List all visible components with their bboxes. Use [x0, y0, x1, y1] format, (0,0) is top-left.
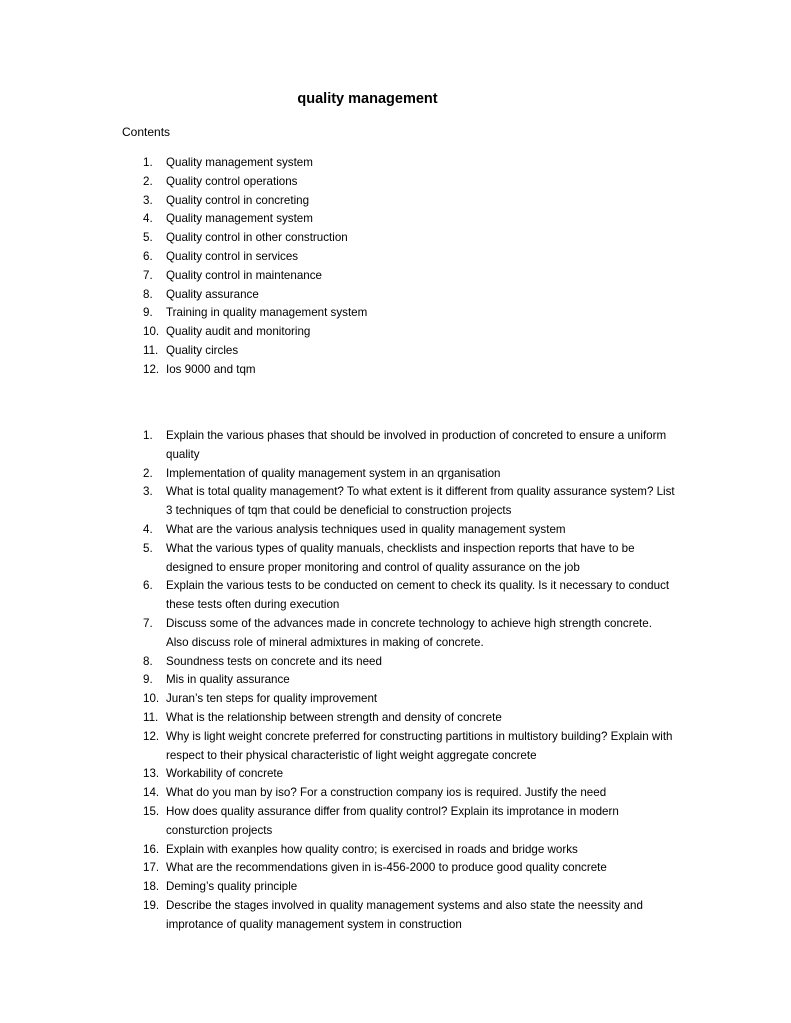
question-item-text: Mis in quality assurance [166, 673, 290, 687]
toc-item [0, 210, 676, 229]
question-item-text: What are the various analysis techniques used in quality management system [166, 522, 566, 536]
toc-item-number: 10. [143, 325, 160, 339]
question-item-text: What are the recommendations given in is-456-2000 to produce good quality concrete [166, 861, 607, 875]
question-item-number: 13. [143, 767, 160, 781]
toc-item-number: 12. [143, 362, 160, 376]
question-item-text: What is total quality management? To what extent is it different from quality assurance system? List 3 techniques of tqm that could be deneficial to construction projects [166, 485, 675, 518]
question-item-number: 12. [143, 729, 160, 743]
question-item-text: Explain with exanples how quality contro; is exercised in roads and bridge works [166, 842, 578, 856]
toc-item-number: 11. [143, 343, 159, 357]
question-item-text: Describe the stages involved in quality management systems and also state the neessity and improtance of quality management system in construction [166, 898, 643, 931]
question-item [0, 483, 676, 521]
question-item [0, 690, 676, 709]
question-item [0, 540, 676, 578]
question-item-text: Discuss some of the advances made in concrete technology to achieve high strength concrete. Also discuss role of mineral admixtures in making of concrete. [166, 616, 652, 649]
question-item-text: Why is light weight concrete preferred for constructing partitions in multistory building? Explain with respect to their physical characteristic of light weight aggregate concrete [166, 729, 673, 762]
toc-item-number: 2. [143, 174, 153, 188]
toc-item-text: Quality control operations [166, 174, 298, 188]
toc-item-text: Quality control in other construction [166, 231, 348, 245]
question-item [0, 577, 676, 615]
toc-item-text: Quality control in maintenance [166, 268, 322, 282]
question-item [0, 465, 676, 484]
toc-item-text: Training in quality management system [166, 306, 368, 320]
question-item [0, 841, 676, 860]
question-item [0, 784, 676, 803]
question-item [0, 615, 676, 653]
toc-item-number: 8. [143, 287, 153, 301]
toc-item-text: Quality audit and monitoring [166, 325, 311, 339]
toc-item-text: Ios 9000 and tqm [166, 362, 256, 376]
question-item [0, 859, 676, 878]
question-item-text: Explain the various tests to be conducted on cement to check its quality. Is it necessary to conduct these tests often during execution [166, 579, 670, 612]
toc-item [0, 267, 676, 286]
question-item-text: What is the relationship between strength and density of concrete [166, 710, 502, 724]
question-item-number: 18. [143, 880, 160, 894]
toc-item [0, 192, 676, 211]
toc-item [0, 286, 676, 305]
question-item-number: 5. [143, 541, 153, 555]
contents-label: Contents [122, 125, 171, 139]
toc-item-number: 5. [143, 231, 153, 245]
toc-item-number: 6. [143, 249, 153, 263]
question-item [0, 653, 676, 672]
toc-item-text: Quality management system [166, 212, 313, 226]
question-item [0, 671, 676, 690]
question-item-text: Implementation of quality management system in an qrganisation [166, 466, 501, 480]
question-item-text: Juran’s ten steps for quality improvement [166, 692, 378, 706]
question-item [0, 728, 676, 766]
toc-item-number: 1. [143, 156, 153, 169]
question-item-number: 9. [143, 673, 153, 687]
question-list [0, 427, 676, 935]
question-item-number: 17. [143, 861, 160, 875]
toc-item-number: 3. [143, 193, 153, 207]
toc-item-text: Quality circles [166, 343, 239, 357]
question-item-number: 19. [143, 898, 160, 912]
question-item-number: 10. [143, 692, 160, 706]
question-item-text: What do you man by iso? For a construction company ios is required. Justify the need [166, 786, 607, 800]
question-item [0, 427, 676, 465]
toc-item-text: Quality management system [166, 156, 313, 169]
question-item-number: 11. [143, 710, 159, 724]
question-item-number: 2. [143, 466, 153, 480]
question-item-text: Deming’s quality principle [166, 880, 298, 894]
question-item [0, 897, 676, 935]
question-item-text: Workability of concrete [166, 767, 284, 781]
question-item-number: 14. [143, 786, 160, 800]
toc-item [0, 248, 676, 267]
toc-item [0, 154, 676, 173]
page-title: quality management [297, 91, 438, 107]
toc-item-number: 7. [143, 268, 153, 282]
question-item [0, 765, 676, 784]
question-item-number: 16. [143, 842, 160, 856]
toc-item [0, 173, 676, 192]
toc-item-text: Quality control in concreting [166, 193, 310, 207]
question-item-number: 1. [143, 429, 153, 442]
question-item [0, 521, 676, 540]
question-item-number: 6. [143, 579, 153, 593]
toc-item [0, 361, 676, 380]
question-item-text: How does quality assurance differ from quality control? Explain its improtance in modern consturction projects [166, 804, 619, 837]
question-item [0, 878, 676, 897]
toc-item [0, 342, 676, 361]
toc-item [0, 304, 676, 323]
toc-item-number: 4. [143, 212, 153, 226]
question-item-text: What the various types of quality manuals, checklists and inspection reports that have to be designed to ensure proper monitoring and control of quality assurance on the job [166, 541, 635, 574]
question-item-text: Soundness tests on concrete and its need [166, 654, 382, 668]
toc-item-text: Quality control in services [166, 249, 299, 263]
question-item-number: 15. [143, 804, 160, 818]
toc-item-number: 9. [143, 306, 153, 320]
question-item [0, 709, 676, 728]
question-item-number: 8. [143, 654, 153, 668]
toc-item-text: Quality assurance [166, 287, 259, 301]
question-item-number: 7. [143, 616, 153, 630]
toc-item [0, 323, 676, 342]
question-item-number: 4. [143, 522, 153, 536]
table-of-contents [0, 154, 676, 380]
question-item-text: Explain the various phases that should be involved in production of concreted to ensure a uniform quality [166, 429, 667, 461]
question-item-number: 3. [143, 485, 153, 499]
toc-item [0, 229, 676, 248]
question-item [0, 803, 676, 841]
